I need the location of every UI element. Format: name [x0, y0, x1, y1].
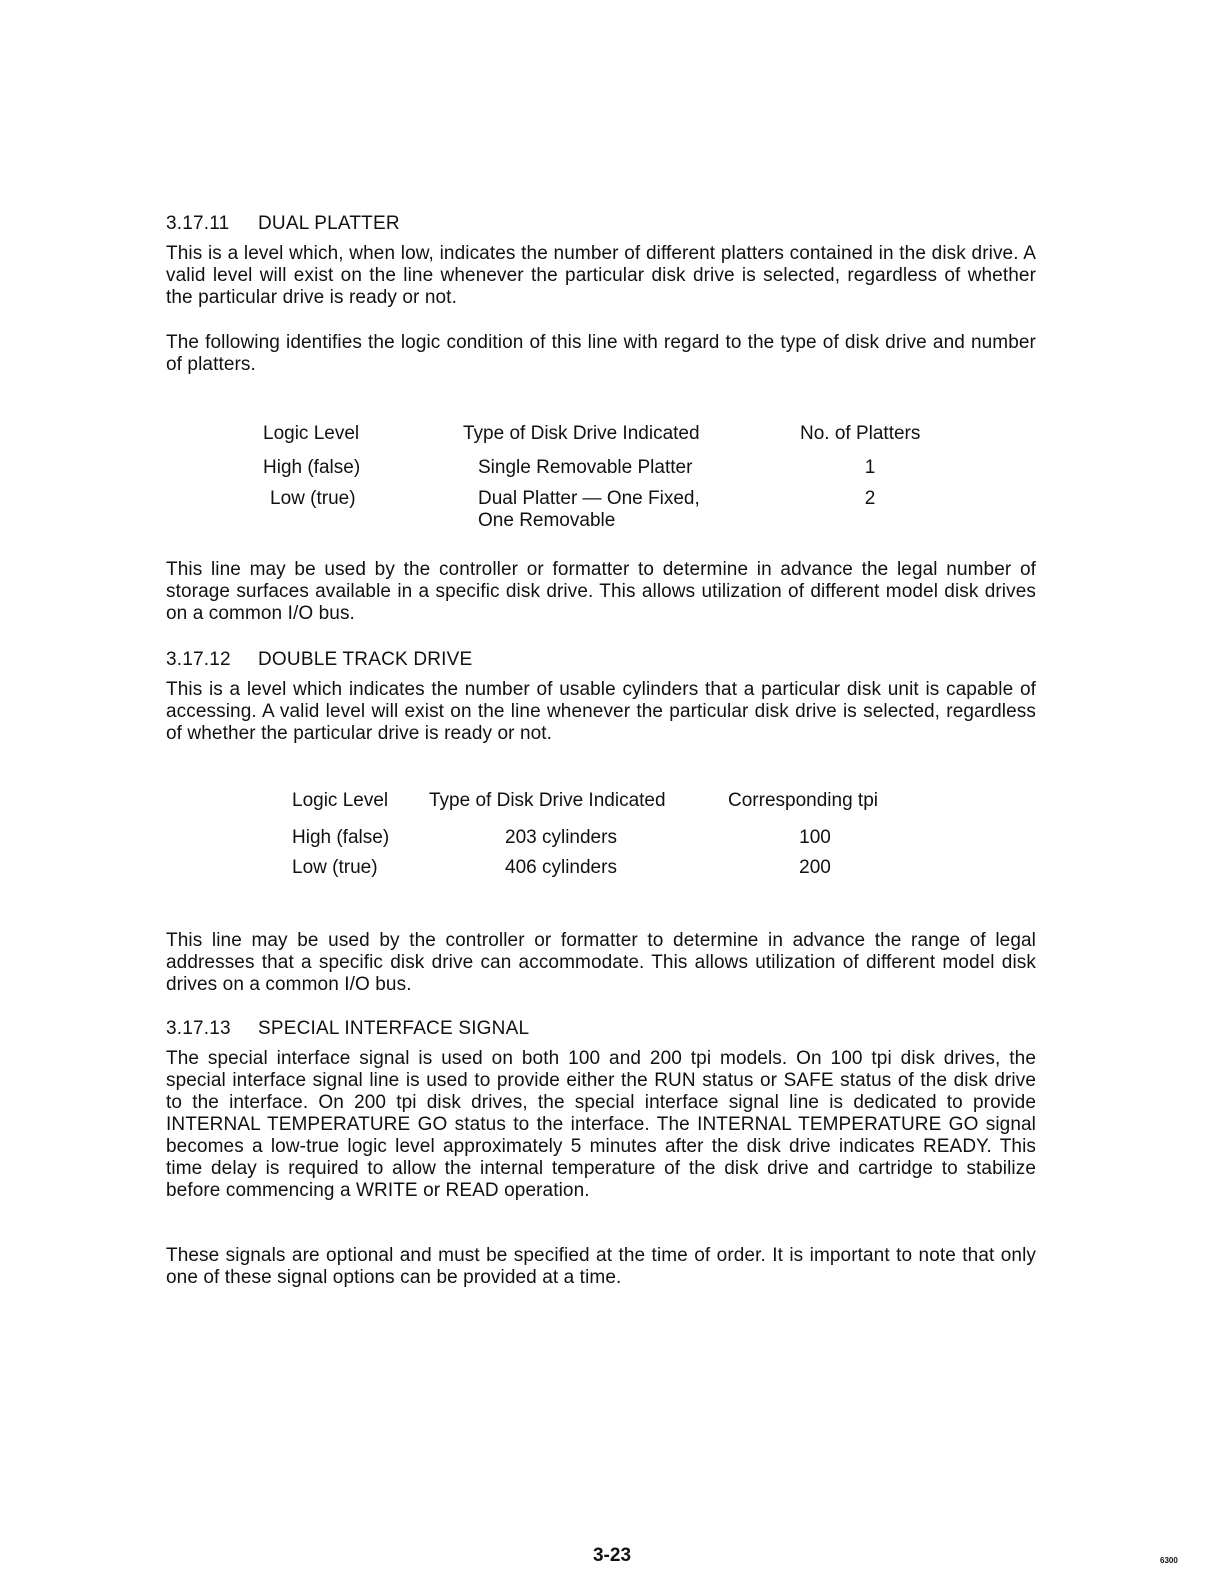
table-header: Type of Disk Drive Indicated — [429, 790, 666, 811]
section-number: 3.17.11 — [166, 213, 230, 234]
paragraph: This line may be used by the controller or formatter to determine in advance the legal number of storage surfaces available in a specific disk drive. This allows utilization of different model disk drives on a common I/O bus. — [166, 559, 1036, 624]
section-title: SPECIAL INTERFACE SIGNAL — [258, 1018, 530, 1039]
table-header: No. of Platters — [800, 423, 921, 444]
table-cell: 200 — [799, 857, 831, 878]
table-cell: High (false) — [263, 457, 361, 478]
section-number: 3.17.13 — [166, 1018, 231, 1039]
table-header: Type of Disk Drive Indicated — [463, 423, 700, 444]
section-number: 3.17.12 — [166, 649, 231, 670]
table-cell: 1 — [864, 457, 876, 478]
paragraph: The special interface signal is used on both 100 and 200 tpi models. On 100 tpi disk drives, the special interface signal line is used to provide either the RUN status or SAFE status of the disk drive to the interface. On 200 tpi disk drives, the special interface signal line is dedicated to provide INTERNAL TEMPERATURE GO status to the interface. The INTERNAL TEMPERATURE GO signal becomes a low-true logic level approximately 5 minutes after the disk drive indicates READY. This time delay is required to allow the internal temperature of the disk drive and cartridge to stabilize before commencing a WRITE or READ operation. — [166, 1048, 1036, 1201]
paragraph: This is a level which indicates the number of usable cylinders that a particular disk unit is capable of accessing. A valid level will exist on the line whenever the particular disk drive is selected, regardless of whether the particular drive is ready or not. — [166, 679, 1036, 744]
table-cell: 203 cylinders — [505, 827, 617, 848]
table-cell: 100 — [799, 827, 831, 848]
document-code: 6300 — [1160, 1556, 1178, 1565]
table-header: Logic Level — [292, 790, 389, 811]
table-cell: Single Removable Platter — [478, 457, 693, 478]
table-header: Logic Level — [263, 423, 360, 444]
table-header: Corresponding tpi — [728, 790, 878, 811]
paragraph: The following identifies the logic condition of this line with regard to the type of disk drive and number of platters. — [166, 332, 1036, 375]
section-heading-double-track-drive — [166, 649, 472, 671]
table-cell: Dual Platter — One Fixed, — [478, 488, 700, 509]
paragraph: This line may be used by the controller or formatter to determine in advance the range of legal addresses that a specific disk drive can accommodate. This allows utilization of different model disk drives on a common I/O bus. — [166, 930, 1036, 995]
page-number: 3-23 — [592, 1545, 632, 1566]
section-title: DOUBLE TRACK DRIVE — [258, 649, 473, 670]
section-title: DUAL PLATTER — [258, 213, 400, 234]
paragraph: These signals are optional and must be specified at the time of order. It is important to note that only one of these signal options can be provided at a time. — [166, 1245, 1036, 1288]
table-cell: One Removable — [478, 510, 616, 531]
table-cell: 2 — [864, 488, 876, 509]
section-heading-dual-platter — [166, 213, 400, 235]
paragraph: This is a level which, when low, indicates the number of different platters contained in the disk drive. A valid level will exist on the line whenever the particular disk drive is selected, regardless of whether the particular drive is ready or not. — [166, 243, 1036, 308]
section-heading-special-interface-signal — [166, 1018, 529, 1040]
table-cell: High (false) — [292, 827, 390, 848]
table-cell: Low (true) — [292, 857, 378, 878]
table-cell: 406 cylinders — [505, 857, 617, 878]
table-cell: Low (true) — [270, 488, 356, 509]
